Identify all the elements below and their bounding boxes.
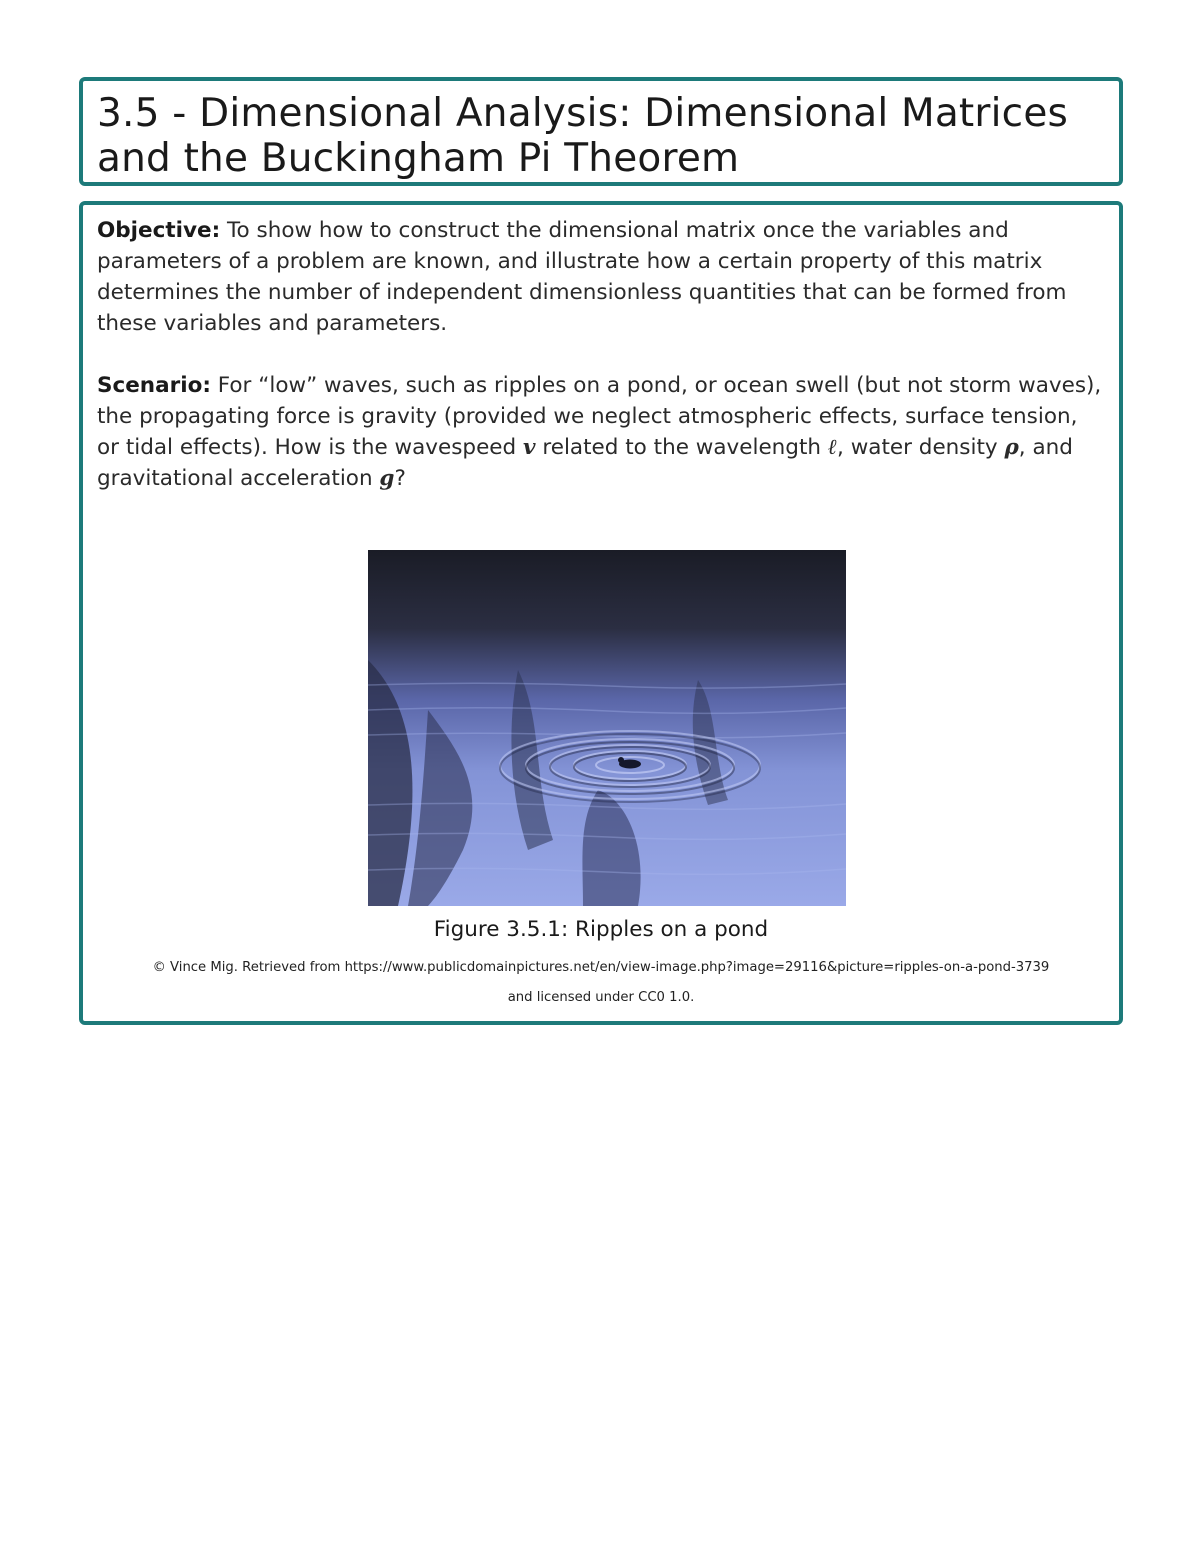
pond-ripples-image — [368, 550, 846, 906]
page-title: 3.5 - Dimensional Analysis: Dimensional Matrices and the Buckingham Pi Theorem — [97, 91, 1069, 181]
variable-g: g — [379, 466, 395, 491]
title-box — [79, 77, 1123, 186]
variable-rho: ρ — [1004, 435, 1019, 460]
scenario-text-2: related to the wavelength — [535, 435, 828, 460]
scenario-text-1: For “low” waves, such as ripples on a pond, or ocean swell (but not storm waves), the propagating force is gravity (provided we neglect atmospheric effects, surface tension, or tidal effects). How is the wavespeed — [97, 373, 1102, 460]
figure-credit-line-1: © Vince Mig. Retrieved from https://www.publicdomainpictures.net/en/view-image.php?image=29116&picture=ripples-on-a-pond-3739 — [152, 960, 1050, 975]
variable-v: v — [523, 435, 536, 460]
variable-l: ℓ — [827, 435, 838, 460]
objective-text: To show how to construct the dimensional matrix once the variables and parameters of a problem are known, and illustrate how a certain property of this matrix determines the number of independent dimensionless quantities that can be formed from these variables and parameters. — [97, 218, 1067, 336]
scenario-text-3: , water density — [837, 435, 1005, 460]
scenario-label: Scenario: — [97, 373, 211, 398]
objective-label: Objective: — [97, 218, 221, 243]
objective-paragraph — [97, 215, 1105, 339]
scenario-text-4: , and gravitational acceleration — [97, 435, 1073, 491]
scenario-paragraph — [97, 370, 1105, 494]
content-box — [79, 201, 1123, 1025]
figure-caption: Figure 3.5.1: Ripples on a pond — [433, 917, 769, 942]
figure-credit-line-2: and licensed under CC0 1.0. — [507, 990, 695, 1005]
scenario-text-5: ? — [394, 466, 406, 491]
